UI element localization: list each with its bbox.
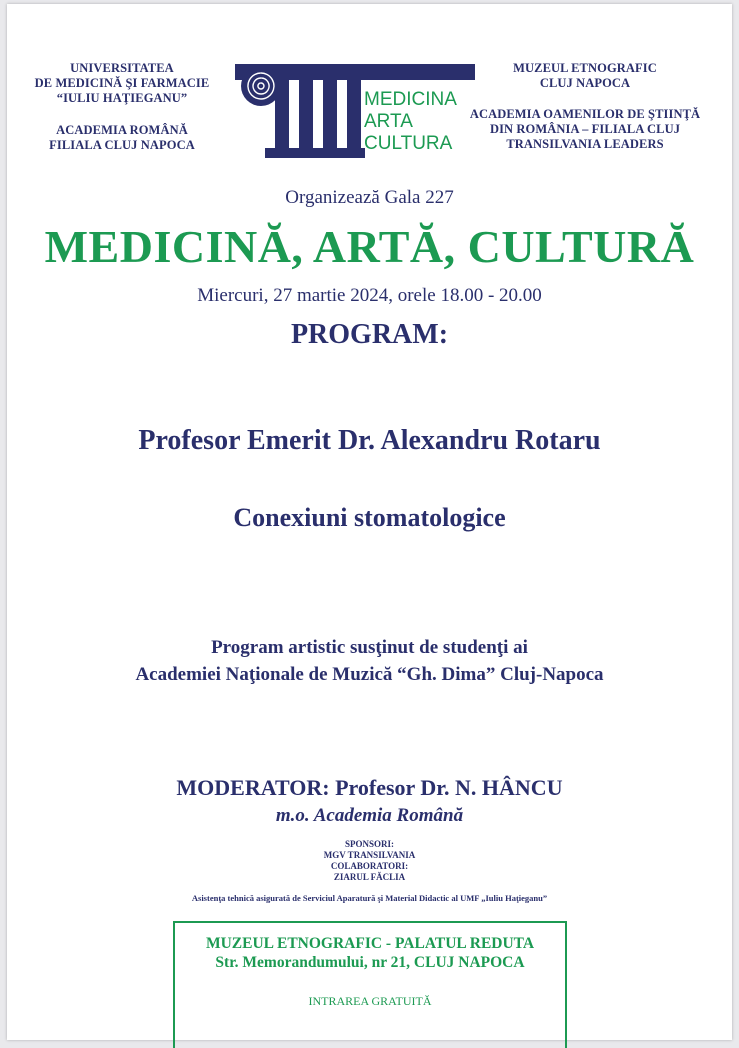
collaborators-label: COLABORATORI: xyxy=(330,861,409,871)
event-title: MEDICINĂ, ARTĂ, CULTURĂ xyxy=(44,221,695,272)
header-right-line: ACADEMIA OAMENILOR DE ŞTIINŢĂ xyxy=(469,107,701,121)
moderator-name: MODERATOR: Profesor Dr. N. HÂNCU xyxy=(176,775,563,800)
sponsors-label: SPONSORI: xyxy=(344,839,394,849)
venue-address: Str. Memorandumului, nr 21, CLUJ NAPOCA xyxy=(215,954,525,971)
header-right-line: TRANSILVANIA LEADERS xyxy=(506,137,664,151)
umf-affiliation xyxy=(17,61,227,106)
muzeul-etnografic-affiliation xyxy=(467,61,703,91)
event-datetime: Miercuri, 27 martie 2024, orele 18.00 - 20.00 xyxy=(197,285,542,306)
logo-word: CULTURA xyxy=(364,133,453,154)
technical-assistance-note: Asistenţa tehnică asigurată de Serviciul Aparatură şi Material Didactic al UMF „Iuliu Haţieganu” xyxy=(191,893,548,903)
aos-affiliation xyxy=(459,107,711,152)
artistic-program-line: Program artistic susţinut de studenţi ai xyxy=(211,637,528,658)
header-left-line: DE MEDICINĂ ŞI FARMACIE xyxy=(34,76,210,90)
academia-romana-affiliation xyxy=(17,123,227,153)
logo-word: MEDICINA xyxy=(364,89,457,110)
logo-wordmark xyxy=(364,89,457,155)
header-left-line: ACADEMIA ROMÂNĂ xyxy=(56,123,188,137)
poster-page xyxy=(7,4,732,1040)
venue-box xyxy=(173,921,567,1048)
organizes-line: Organizează Gala 227 xyxy=(285,187,454,208)
header-left-line: FILIALA CLUJ NAPOCA xyxy=(49,138,195,152)
program-heading: PROGRAM: xyxy=(290,319,449,350)
venue-name: MUZEUL ETNOGRAFIC - PALATUL REDUTA xyxy=(205,935,535,952)
speaker-name: Profesor Emerit Dr. Alexandru Rotaru xyxy=(138,425,601,456)
header-left-line: UNIVERSITATEA xyxy=(70,61,174,75)
sponsor-name: MGV TRANSILVANIA xyxy=(323,850,416,860)
header-right-line: DIN ROMÂNIA – FILIALA CLUJ xyxy=(489,122,681,136)
header-right-line: MUZEUL ETNOGRAFIC xyxy=(513,61,657,75)
collaborator-name: ZIARUL FĂCLIA xyxy=(333,872,406,882)
logo-word: ARTA xyxy=(364,111,413,132)
moderator-affiliation: m.o. Academia Română xyxy=(275,805,464,826)
artistic-program-line: Academiei Naţionale de Muzică “Gh. Dima” Cluj-Napoca xyxy=(135,664,604,685)
header-right-line: CLUJ NAPOCA xyxy=(539,76,631,90)
header-left-line: “IULIU HAŢIEGANU” xyxy=(56,91,188,105)
free-entry-note: INTRAREA GRATUITĂ xyxy=(308,994,432,1008)
talk-title: Conexiuni stomatologice xyxy=(233,503,506,532)
